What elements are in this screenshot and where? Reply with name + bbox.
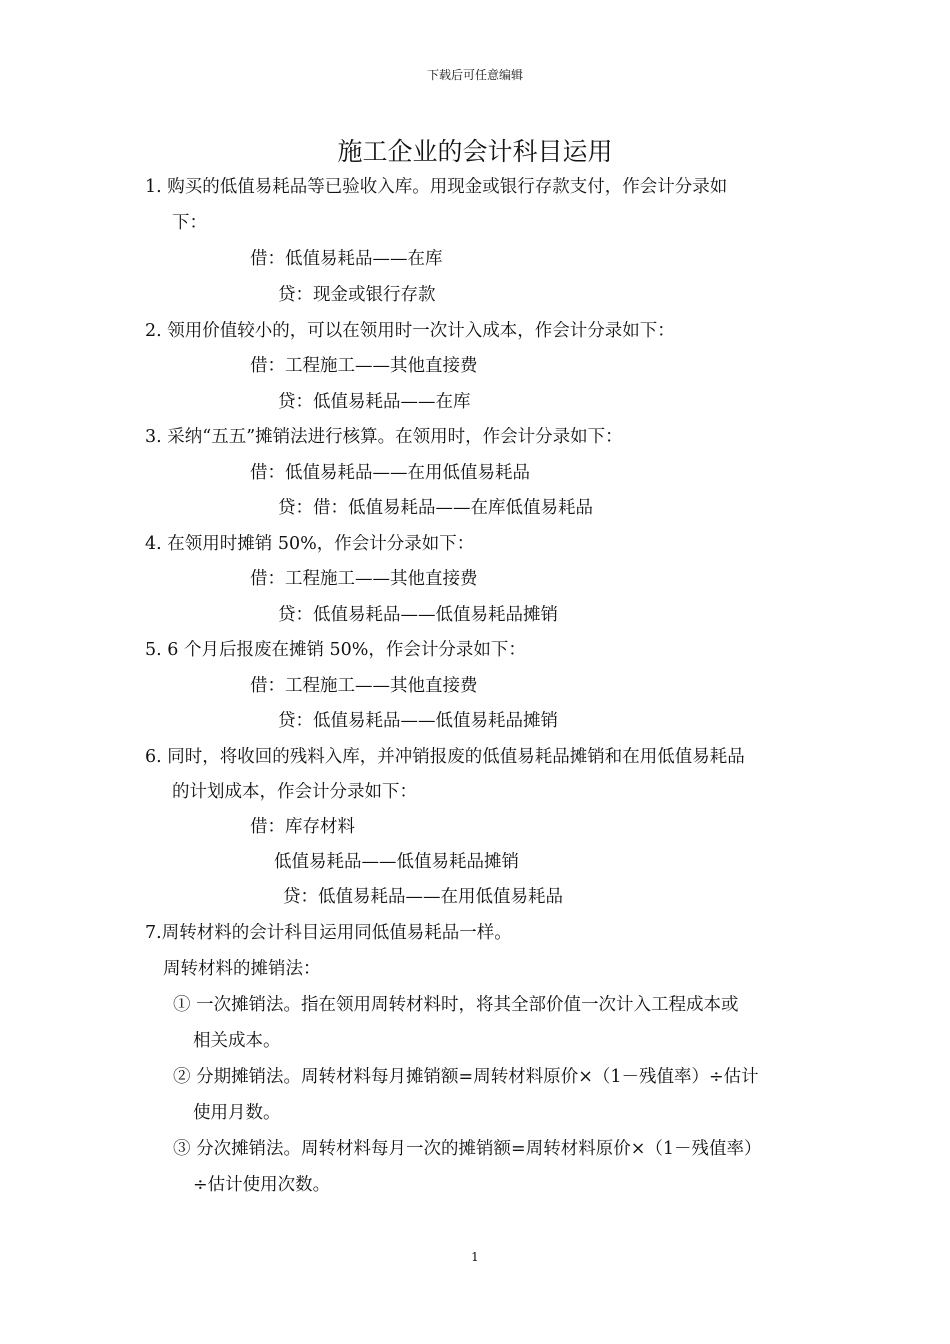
amortization-methods-heading: 周转材料的摊销法：	[163, 959, 321, 979]
entry-debit: 借：库存材料	[250, 817, 355, 837]
entry-credit: 贷：低值易耗品——低值易耗品摊销	[278, 605, 558, 625]
entry-credit: 贷：现金或银行存款	[278, 285, 436, 305]
item-7-text: 7.周转材料的会计科目运用同低值易耗品一样。	[145, 923, 512, 943]
entry-debit-cont: 低值易耗品——低值易耗品摊销	[274, 852, 519, 872]
item-3-text: 3. 采纳“五五”摊销法进行核算。在领用时，作会计分录如下：	[145, 427, 623, 447]
method-1-text: ① 一次摊销法。指在领用周转材料时，将其全部价值一次计入工程成本或	[173, 995, 739, 1015]
method-2-text: ② 分期摊销法。周转材料每月摊销额=周转材料原价×（1－残值率）÷估计	[173, 1067, 759, 1087]
document-title: 施工企业的会计科目运用	[337, 137, 613, 166]
page-header: 下载后可任意编辑	[426, 68, 523, 82]
entry-debit: 借：低值易耗品——在库	[250, 249, 443, 269]
item-2-text: 2. 领用价值较小的，可以在领用时一次计入成本，作会计分录如下：	[145, 321, 675, 341]
method-3-text-cont: ÷估计使用次数。	[193, 1175, 331, 1195]
method-1-text-cont: 相关成本。	[193, 1031, 281, 1051]
method-2-text-cont: 使用月数。	[193, 1103, 281, 1123]
item-4-text: 4. 在领用时摊销 50%，作会计分录如下：	[145, 534, 475, 554]
item-1-text-cont: 下：	[172, 213, 207, 233]
entry-debit: 借：工程施工——其他直接费	[250, 676, 478, 696]
entry-credit: 贷：低值易耗品——在用低值易耗品	[283, 887, 563, 907]
entry-debit: 借：工程施工——其他直接费	[250, 356, 478, 376]
entry-credit: 贷：低值易耗品——低值易耗品摊销	[278, 711, 558, 731]
page-number: 1	[471, 1250, 479, 1264]
item-1-text: 1. 购买的低值易耗品等已验收入库。用现金或银行存款支付，作会计分录如	[145, 177, 728, 197]
item-6-text: 6. 同时，将收回的残料入库，并冲销报废的低值易耗品摊销和在用低值易耗品	[145, 747, 745, 767]
entry-debit: 借：工程施工——其他直接费	[250, 569, 478, 589]
entry-debit: 借：低值易耗品——在用低值易耗品	[250, 463, 530, 483]
entry-credit: 贷：借：低值易耗品——在库低值易耗品	[278, 498, 593, 518]
item-6-text-cont: 的计划成本，作会计分录如下：	[172, 782, 417, 802]
item-5-text: 5. 6 个月后报废在摊销 50%，作会计分录如下：	[145, 640, 526, 660]
method-3-text: ③ 分次摊销法。周转材料每月一次的摊销额=周转材料原价×（1－残值率）	[173, 1139, 762, 1159]
entry-credit: 贷：低值易耗品——在库	[278, 392, 471, 412]
